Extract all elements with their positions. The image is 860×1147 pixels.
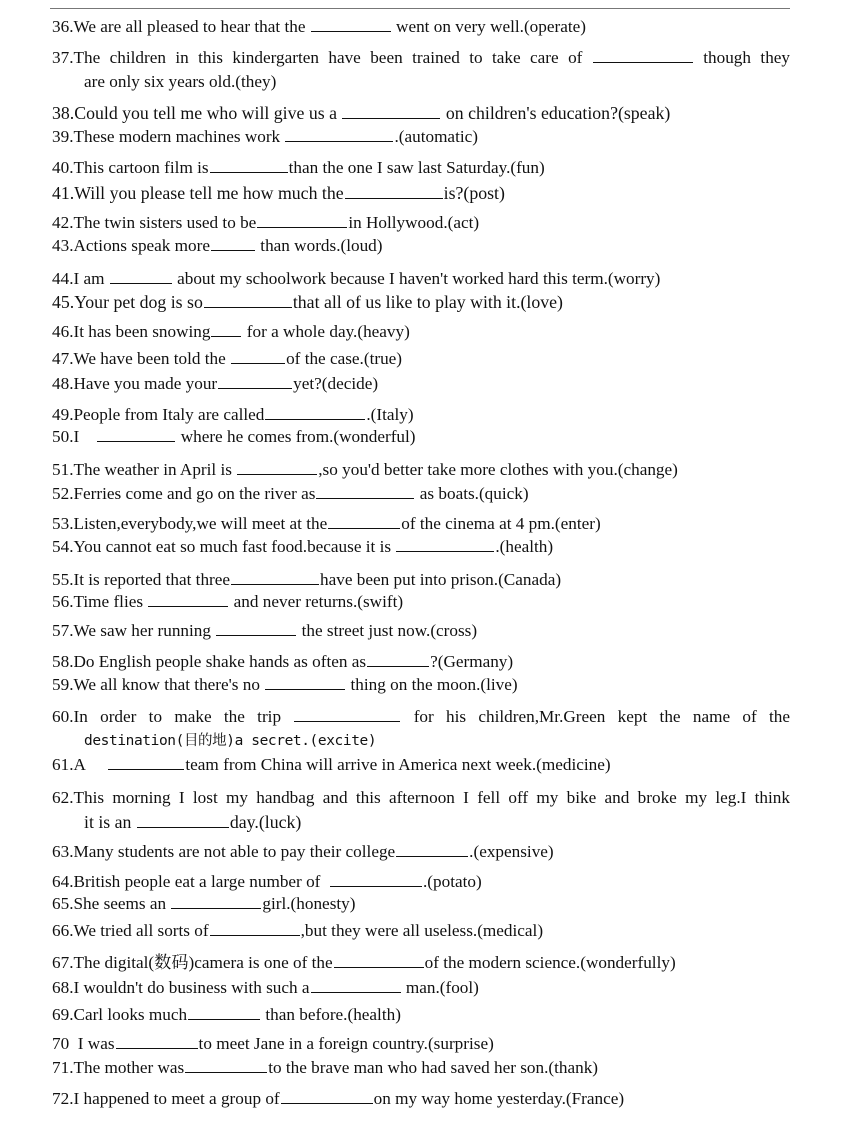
question-text: Time flies (73, 592, 144, 611)
question-hint: on children's education?(speak) (445, 103, 671, 123)
question-hint: of the case.(true) (286, 349, 403, 368)
question-text: We have been told the (73, 349, 226, 368)
question-text: Listen,everybody,we will meet at the (73, 514, 328, 533)
question-number: 50. (52, 427, 74, 446)
question-hint: .(expensive) (469, 842, 554, 861)
question-text: It is reported that three (73, 570, 231, 589)
question-text: Your pet dog is so (74, 292, 203, 312)
question-number: 54. (52, 537, 74, 556)
answer-blank[interactable] (218, 387, 292, 389)
answer-blank[interactable] (188, 1018, 260, 1020)
answer-blank[interactable] (185, 1071, 267, 1073)
answer-blank[interactable] (342, 117, 440, 119)
question-hint: are only six years old.(they) (84, 72, 277, 91)
question-text: This morning I lost my handbag and this afternoon I fell off my bike and broke my leg.I think (73, 788, 790, 807)
question-number: 62. (52, 788, 74, 807)
question-text-continued: for his children,Mr.Green kept the name of the (413, 707, 791, 726)
question-60 (52, 705, 790, 753)
question-number: 46. (52, 322, 74, 341)
answer-blank[interactable] (285, 140, 393, 142)
question-66 (52, 919, 790, 943)
question-56 (52, 590, 790, 614)
question-number: 68. (52, 978, 74, 997)
question-number: 42. (52, 213, 74, 232)
question-hint: team from China will arrive in America next week.(medicine) (185, 755, 611, 774)
question-45 (52, 290, 790, 314)
question-hint: where he comes from.(wonderful) (180, 427, 416, 446)
question-hint: destination(目的地)a secret.(excite) (84, 733, 377, 749)
question-text: Actions speak more (73, 236, 210, 255)
answer-blank[interactable] (204, 306, 292, 308)
question-text: Will you please tell me how much the (74, 183, 344, 203)
answer-blank[interactable] (593, 61, 693, 63)
question-43 (52, 234, 790, 258)
question-hint: on my way home yesterday.(France) (373, 1089, 625, 1108)
question-number: 67. (52, 953, 74, 972)
question-67 (52, 951, 790, 975)
question-text: These modern machines work (73, 127, 281, 146)
question-38 (52, 101, 790, 125)
question-text: The digital(数码)camera is one of the (73, 953, 333, 972)
question-40 (52, 156, 790, 180)
answer-blank[interactable] (265, 688, 345, 690)
question-text-continued: it is an (84, 812, 132, 832)
question-text: I happened to meet a group of (73, 1089, 280, 1108)
question-hint: that all of us like to play with it.(love) (292, 292, 563, 312)
question-number: 37. (52, 48, 74, 67)
question-text: The mother was (73, 1058, 185, 1077)
answer-blank[interactable] (396, 855, 468, 857)
answer-blank[interactable] (396, 550, 494, 552)
question-number: 36. (52, 17, 74, 36)
question-hint: of the modern science.(wonderfully) (424, 953, 676, 972)
question-hint: .(health) (495, 537, 554, 556)
question-number: 56. (52, 592, 74, 611)
question-text: The weather in April is (73, 460, 232, 479)
question-text: We are all pleased to hear that the (73, 17, 306, 36)
question-hint: to meet Jane in a foreign country.(surprise) (198, 1034, 494, 1053)
question-number: 51. (52, 460, 74, 479)
question-hint: yet?(decide) (293, 374, 379, 393)
answer-blank[interactable] (330, 885, 422, 887)
question-68 (52, 976, 790, 1000)
question-hint: than before.(health) (265, 1005, 401, 1024)
question-text: Many students are not able to pay their college (73, 842, 396, 861)
question-65 (52, 892, 790, 916)
question-62 (52, 786, 790, 834)
question-text: In order to make the trip (73, 707, 282, 726)
answer-blank[interactable] (345, 197, 443, 199)
answer-blank[interactable] (334, 966, 424, 968)
question-number: 52. (52, 484, 74, 503)
answer-blank[interactable] (171, 907, 261, 909)
question-number: 70 (52, 1034, 70, 1053)
question-number: 57. (52, 621, 74, 640)
question-text: The twin sisters used to be (73, 213, 257, 232)
answer-blank[interactable] (231, 583, 319, 585)
answer-blank[interactable] (97, 440, 175, 442)
question-hint: .(automatic) (394, 127, 478, 146)
question-text: It has been snowing (73, 322, 211, 341)
question-hint: man.(fool) (405, 978, 479, 997)
question-text: Carl looks much (73, 1005, 188, 1024)
question-number: 60. (52, 707, 74, 726)
question-text: We tried all sorts of (73, 921, 209, 940)
question-42 (52, 211, 790, 235)
question-hint: went on very well.(operate) (396, 17, 586, 36)
question-hint: to the brave man who had saved her son.(thank) (268, 1058, 599, 1077)
answer-blank[interactable] (211, 249, 255, 251)
question-text-continued: though they (703, 48, 791, 67)
question-text: A (73, 755, 86, 774)
question-text: British people eat a large number of (73, 872, 321, 891)
question-52 (52, 482, 790, 506)
question-number: 58. (52, 652, 74, 671)
question-54 (52, 535, 790, 559)
question-number: 40. (52, 158, 74, 177)
question-number: 43. (52, 236, 74, 255)
answer-blank[interactable] (210, 171, 288, 173)
question-46 (52, 320, 790, 344)
answer-blank[interactable] (231, 362, 285, 364)
question-hint: is?(post) (443, 183, 505, 203)
question-37 (52, 46, 790, 94)
question-71 (52, 1056, 790, 1080)
question-text: I am (73, 269, 105, 288)
question-text: We all know that there's no (73, 675, 260, 694)
question-text: The children in this kindergarten have been trained to take care of (73, 48, 583, 67)
answer-blank[interactable] (311, 991, 401, 993)
question-69 (52, 1003, 790, 1027)
question-text: I was (77, 1034, 115, 1053)
question-50 (52, 425, 790, 449)
answer-blank[interactable] (211, 335, 241, 337)
question-number: 63. (52, 842, 74, 861)
question-number: 69. (52, 1005, 74, 1024)
answer-blank[interactable] (148, 605, 228, 607)
question-number: 44. (52, 269, 74, 288)
question-text: Have you made your (73, 374, 218, 393)
question-61 (52, 753, 790, 777)
top-rule (50, 8, 790, 9)
answer-blank[interactable] (110, 282, 172, 284)
answer-blank[interactable] (367, 665, 429, 667)
question-number: 39. (52, 127, 74, 146)
question-72 (52, 1087, 790, 1111)
question-70 (52, 1032, 790, 1056)
question-number: 72. (52, 1089, 74, 1108)
question-41 (52, 181, 790, 205)
answer-blank[interactable] (216, 634, 296, 636)
question-hint: of the cinema at 4 pm.(enter) (401, 514, 601, 533)
question-number: 48. (52, 374, 74, 393)
question-63 (52, 840, 790, 864)
question-55 (52, 568, 790, 592)
question-number: 65. (52, 894, 74, 913)
question-hint: .(Italy) (366, 405, 414, 424)
question-number: 55. (52, 570, 74, 589)
answer-blank[interactable] (237, 473, 317, 475)
question-47 (52, 347, 790, 371)
question-hint: as boats.(quick) (419, 484, 529, 503)
question-53 (52, 512, 790, 536)
answer-blank[interactable] (137, 826, 229, 828)
question-text: She seems an (73, 894, 167, 913)
answer-blank[interactable] (311, 30, 391, 32)
question-hint: girl.(honesty) (262, 894, 356, 913)
question-hint: ,so you'd better take more clothes with you.(change) (318, 460, 678, 479)
answer-blank[interactable] (265, 418, 365, 420)
question-text: Ferries come and go on the river as (73, 484, 316, 503)
question-number: 47. (52, 349, 74, 368)
question-number: 49. (52, 405, 74, 424)
answer-blank[interactable] (108, 768, 184, 770)
question-hint: and never returns.(swift) (233, 592, 404, 611)
question-number: 71. (52, 1058, 74, 1077)
answer-blank[interactable] (316, 497, 414, 499)
answer-blank[interactable] (210, 934, 300, 936)
question-text: I wouldn't do business with such a (73, 978, 310, 997)
answer-blank[interactable] (257, 226, 347, 228)
question-text: People from Italy are called (73, 405, 265, 424)
question-51 (52, 458, 790, 482)
answer-blank[interactable] (116, 1047, 198, 1049)
question-hint: in Hollywood.(act) (348, 213, 480, 232)
question-hint: ,but they were all useless.(medical) (300, 921, 544, 940)
question-39 (52, 125, 790, 149)
question-hint: than words.(loud) (260, 236, 383, 255)
question-59 (52, 673, 790, 697)
question-49 (52, 403, 790, 427)
answer-blank[interactable] (294, 720, 400, 722)
question-text: Could you tell me who will give us a (74, 103, 337, 123)
question-hint: ?(Germany) (430, 652, 514, 671)
question-text: We saw her running (73, 621, 211, 640)
question-number: 61. (52, 755, 74, 774)
question-36 (52, 15, 790, 39)
question-text: I (73, 427, 80, 446)
question-text: Do English people shake hands as often as (73, 652, 367, 671)
answer-blank[interactable] (281, 1102, 373, 1104)
question-number: 53. (52, 514, 74, 533)
question-48 (52, 372, 790, 396)
question-number: 59. (52, 675, 74, 694)
question-hint: thing on the moon.(live) (350, 675, 518, 694)
question-text: You cannot eat so much fast food.because it is (73, 537, 392, 556)
question-hint: have been put into prison.(Canada) (320, 570, 562, 589)
question-hint: for a whole day.(heavy) (246, 322, 410, 341)
question-64 (52, 870, 790, 894)
question-58 (52, 650, 790, 674)
question-number: 64. (52, 872, 74, 891)
question-hint: .(potato) (423, 872, 482, 891)
answer-blank[interactable] (328, 527, 400, 529)
question-number: 66. (52, 921, 74, 940)
question-hint: than the one I saw last Saturday.(fun) (288, 158, 545, 177)
question-hint: the street just now.(cross) (301, 621, 478, 640)
question-hint: day.(luck) (229, 812, 302, 832)
question-hint: about my schoolwork because I haven't worked hard this term.(worry) (177, 269, 661, 288)
question-44 (52, 267, 790, 291)
question-57 (52, 619, 790, 643)
question-number: 41. (52, 183, 75, 203)
question-number: 45. (52, 292, 75, 312)
question-text: This cartoon film is (73, 158, 209, 177)
question-number: 38. (52, 103, 75, 123)
